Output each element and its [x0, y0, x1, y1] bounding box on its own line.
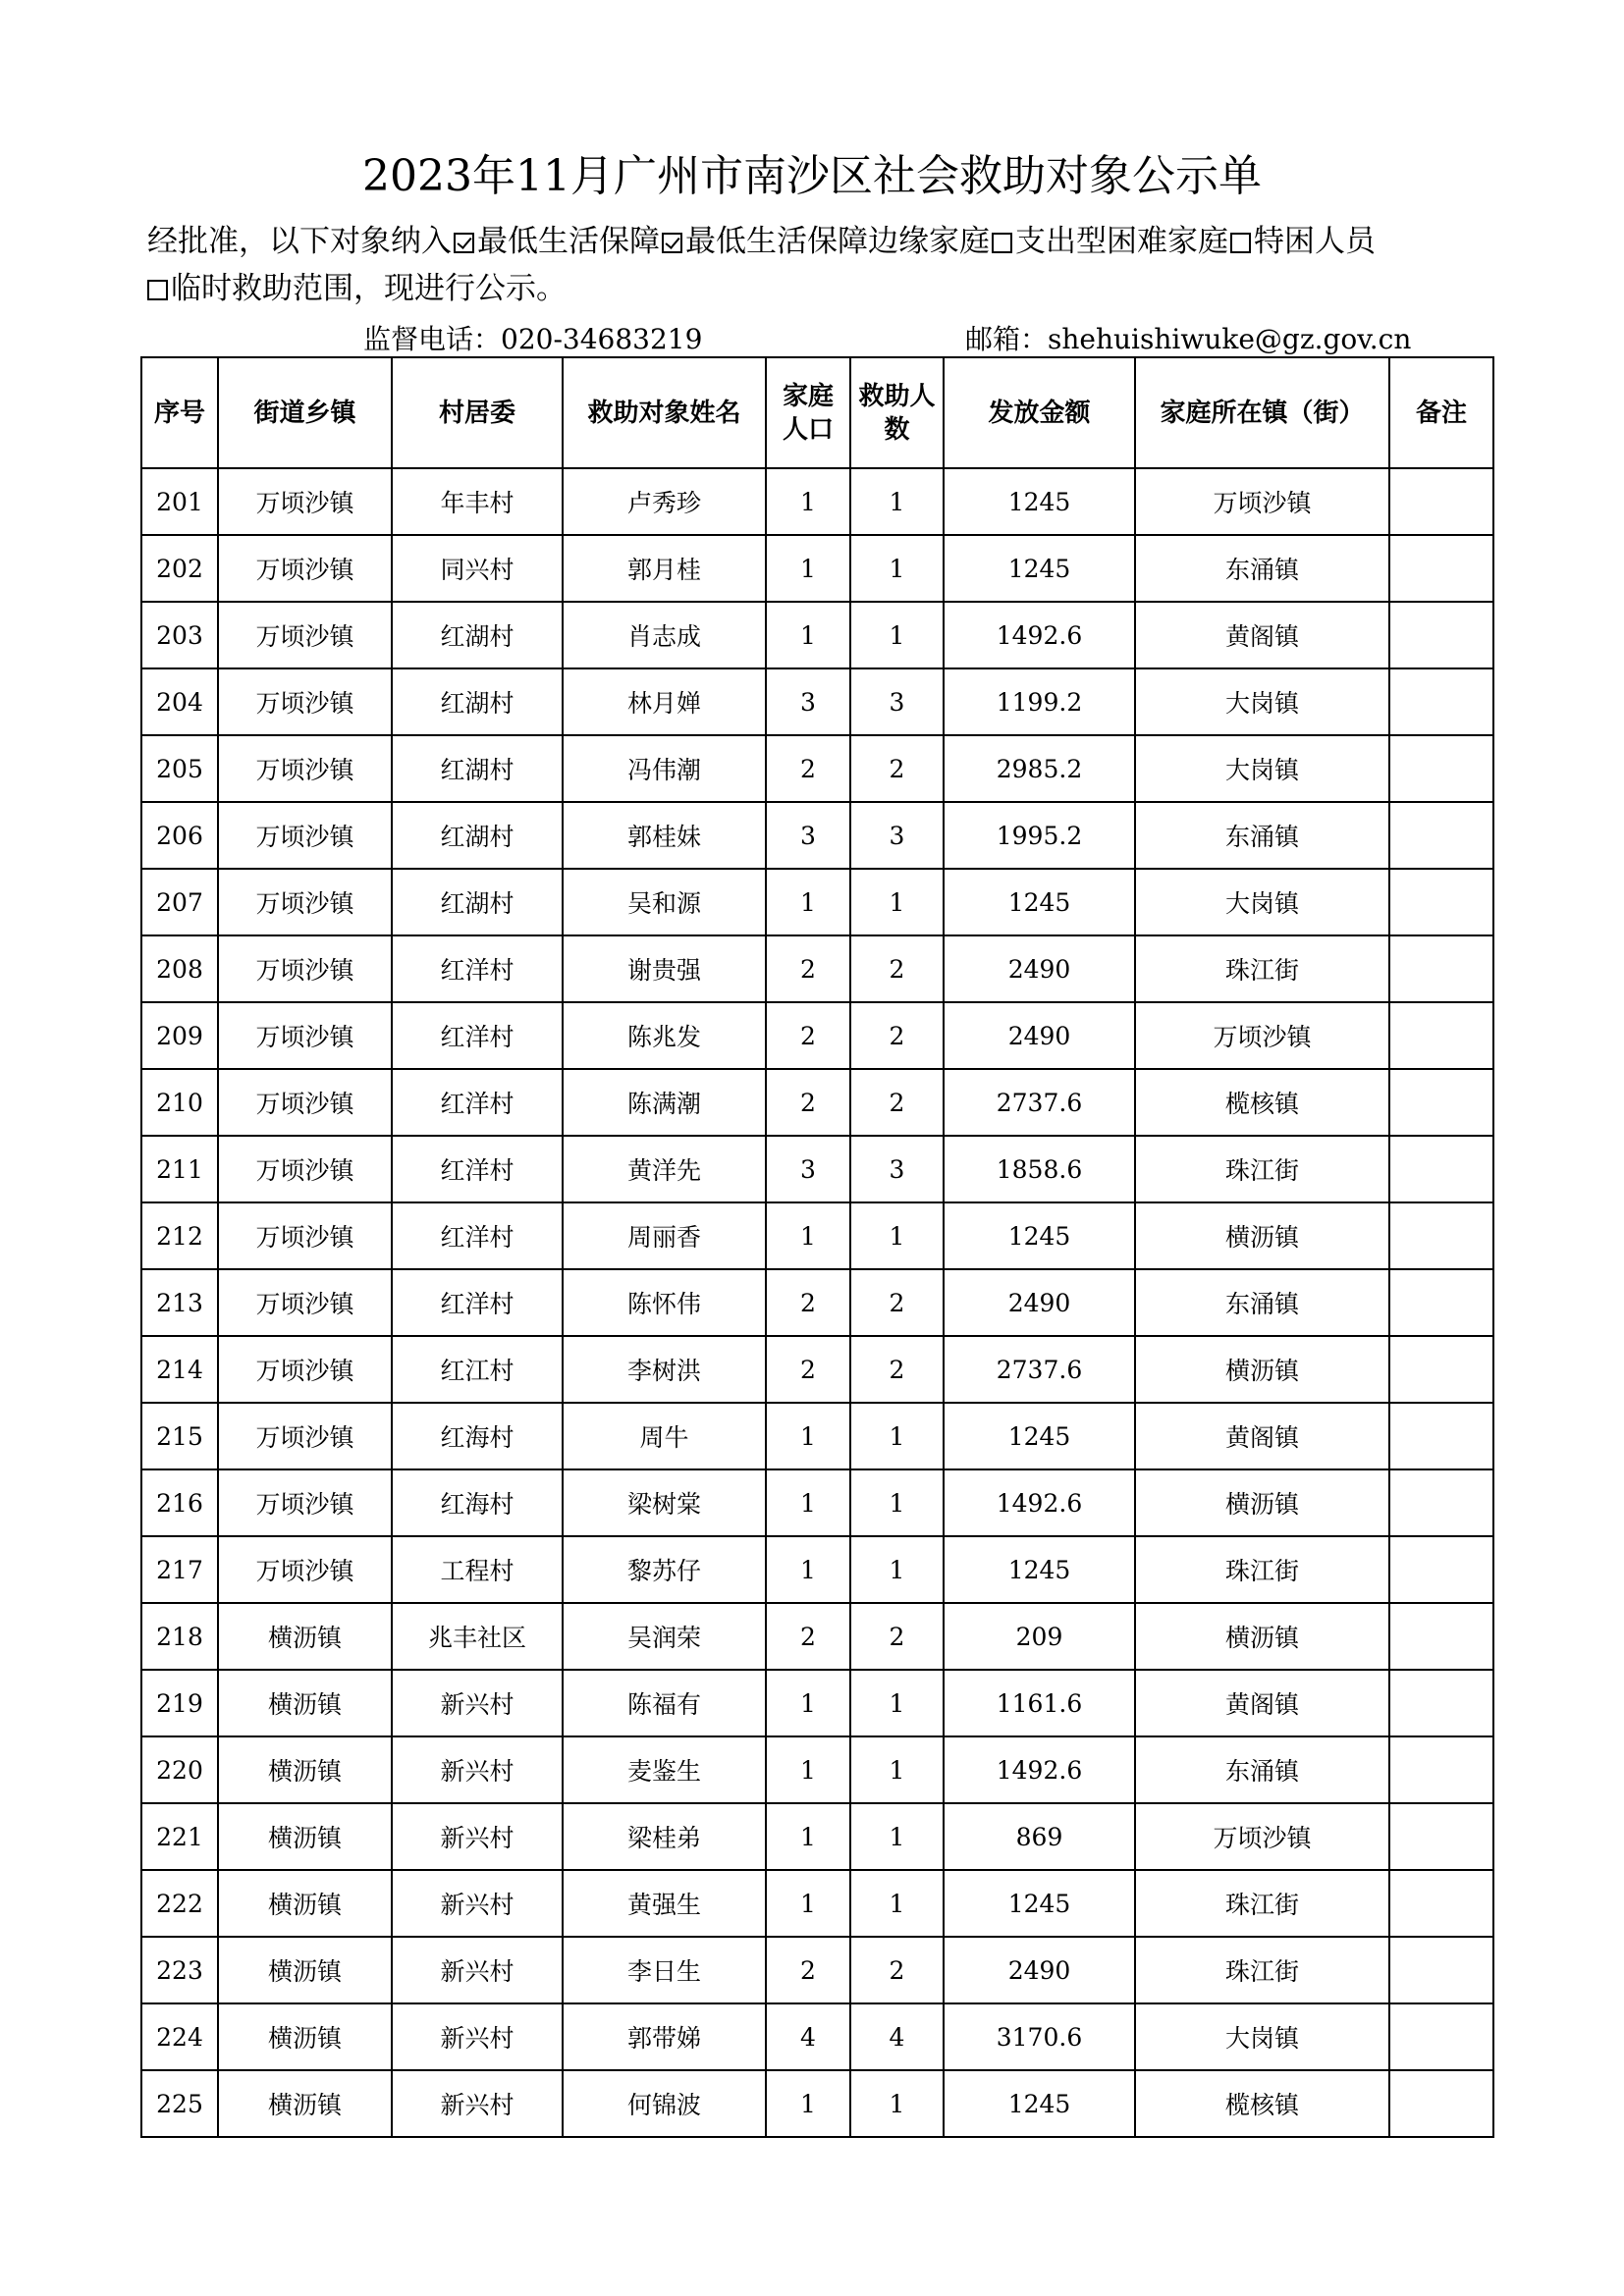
cell-village-committee: 新兴村 [392, 1937, 563, 2003]
cell-recipient-name: 郭桂妹 [563, 802, 766, 869]
cell-amount-issued: 1245 [944, 1202, 1135, 1269]
cell-remarks [1389, 2003, 1493, 2070]
cell-household-size: 1 [766, 602, 850, 668]
cell-remarks [1389, 668, 1493, 735]
cell-recipient-name: 陈满潮 [563, 1069, 766, 1136]
table-row [141, 1269, 1493, 1336]
table-row [141, 468, 1493, 535]
cell-village-committee: 红洋村 [392, 1269, 563, 1336]
cell-remarks [1389, 1469, 1493, 1536]
header-amount-issued: 发放金额 [944, 357, 1135, 468]
cell-amount-issued: 1995.2 [944, 802, 1135, 869]
cell-amount-issued: 1858.6 [944, 1136, 1135, 1202]
cell-subdistrict-town: 万顷沙镇 [218, 1002, 392, 1069]
header-family-town: 家庭所在镇（街） [1135, 357, 1389, 468]
cell-serial-no: 204 [141, 668, 218, 735]
table-row [141, 1469, 1493, 1536]
cell-serial-no: 219 [141, 1670, 218, 1736]
cell-household-size: 1 [766, 1469, 850, 1536]
table-row [141, 1403, 1493, 1469]
cell-household-size: 2 [766, 1937, 850, 2003]
option-expense-type-hardship-family [990, 224, 1228, 259]
cell-recipient-name: 陈福有 [563, 1670, 766, 1736]
cell-serial-no: 208 [141, 935, 218, 1002]
cell-recipient-name: 卢秀珍 [563, 468, 766, 535]
cell-village-committee: 红湖村 [392, 668, 563, 735]
cell-village-committee: 红海村 [392, 1469, 563, 1536]
header-remarks: 备注 [1389, 357, 1493, 468]
cell-assisted-count: 2 [850, 935, 944, 1002]
cell-amount-issued: 1492.6 [944, 602, 1135, 668]
table-row [141, 1670, 1493, 1736]
cell-subdistrict-town: 横沥镇 [218, 1670, 392, 1736]
cell-serial-no: 220 [141, 1736, 218, 1803]
intro-prefix: 经批准，以下对象纳入 [147, 224, 452, 259]
cell-subdistrict-town: 万顷沙镇 [218, 1536, 392, 1603]
table-row [141, 668, 1493, 735]
table-row [141, 1736, 1493, 1803]
cell-recipient-name: 陈怀伟 [563, 1269, 766, 1336]
cell-recipient-name: 郭月桂 [563, 535, 766, 602]
cell-household-size: 1 [766, 1736, 850, 1803]
cell-assisted-count: 2 [850, 735, 944, 802]
cell-village-committee: 工程村 [392, 1536, 563, 1603]
cell-family-town: 东涌镇 [1135, 1269, 1389, 1336]
cell-serial-no: 221 [141, 1803, 218, 1870]
cell-subdistrict-town: 万顷沙镇 [218, 668, 392, 735]
cell-remarks [1389, 935, 1493, 1002]
cell-recipient-name: 李树洪 [563, 1336, 766, 1403]
cell-serial-no: 212 [141, 1202, 218, 1269]
cell-village-committee: 红洋村 [392, 1136, 563, 1202]
cell-serial-no: 201 [141, 468, 218, 535]
cell-serial-no: 223 [141, 1937, 218, 2003]
cell-subdistrict-town: 横沥镇 [218, 1937, 392, 2003]
checkbox-icon [147, 280, 168, 300]
cell-amount-issued: 1245 [944, 1536, 1135, 1603]
cell-assisted-count: 2 [850, 1603, 944, 1670]
cell-remarks [1389, 802, 1493, 869]
cell-subdistrict-town: 万顷沙镇 [218, 1202, 392, 1269]
cell-serial-no: 207 [141, 869, 218, 935]
cell-family-town: 珠江街 [1135, 1536, 1389, 1603]
cell-assisted-count: 1 [850, 1803, 944, 1870]
checkbox-icon [662, 233, 682, 253]
option-label: 特困人员 [1254, 224, 1376, 259]
cell-village-committee: 新兴村 [392, 1803, 563, 1870]
cell-family-town: 横沥镇 [1135, 1603, 1389, 1670]
cell-family-town: 东涌镇 [1135, 802, 1389, 869]
cell-family-town: 万顷沙镇 [1135, 468, 1389, 535]
table-row [141, 1069, 1493, 1136]
cell-village-committee: 新兴村 [392, 1870, 563, 1937]
cell-remarks [1389, 1403, 1493, 1469]
cell-village-committee: 红洋村 [392, 1002, 563, 1069]
option-label: 最低生活保障边缘家庭 [685, 224, 990, 259]
cell-subdistrict-town: 万顷沙镇 [218, 1336, 392, 1403]
cell-remarks [1389, 1002, 1493, 1069]
cell-village-committee: 红湖村 [392, 735, 563, 802]
cell-household-size: 3 [766, 1136, 850, 1202]
cell-family-town: 黄阁镇 [1135, 1670, 1389, 1736]
table-row [141, 2070, 1493, 2137]
cell-assisted-count: 3 [850, 1136, 944, 1202]
cell-remarks [1389, 1603, 1493, 1670]
cell-amount-issued: 3170.6 [944, 2003, 1135, 2070]
cell-family-town: 珠江街 [1135, 935, 1389, 1002]
cell-assisted-count: 2 [850, 1002, 944, 1069]
option-label: 临时救助范围，现进行公示。 [171, 271, 567, 306]
cell-remarks [1389, 1670, 1493, 1736]
cell-household-size: 1 [766, 1803, 850, 1870]
cell-remarks [1389, 1202, 1493, 1269]
cell-serial-no: 213 [141, 1269, 218, 1336]
cell-household-size: 1 [766, 1670, 850, 1736]
cell-recipient-name: 周丽香 [563, 1202, 766, 1269]
table-row [141, 735, 1493, 802]
header-household-size: 家庭人口 [766, 357, 850, 468]
cell-household-size: 1 [766, 1536, 850, 1603]
cell-family-town: 珠江街 [1135, 1136, 1389, 1202]
contact-email: 邮箱：shehuishiwuke@gz.gov.cn [965, 323, 1412, 355]
supervision-phone: 监督电话：020-34683219 [363, 323, 703, 355]
cell-household-size: 1 [766, 1403, 850, 1469]
cell-family-town: 东涌镇 [1135, 1736, 1389, 1803]
cell-serial-no: 216 [141, 1469, 218, 1536]
checkbox-icon [454, 233, 474, 253]
cell-remarks [1389, 1870, 1493, 1937]
table-row [141, 1536, 1493, 1603]
cell-family-town: 榄核镇 [1135, 1069, 1389, 1136]
cell-remarks [1389, 468, 1493, 535]
cell-assisted-count: 1 [850, 1870, 944, 1937]
option-low-income-guarantee [452, 224, 660, 259]
cell-household-size: 1 [766, 2070, 850, 2137]
cell-amount-issued: 1245 [944, 1403, 1135, 1469]
cell-serial-no: 206 [141, 802, 218, 869]
cell-village-committee: 新兴村 [392, 2003, 563, 2070]
table-row [141, 1803, 1493, 1870]
cell-serial-no: 217 [141, 1536, 218, 1603]
cell-amount-issued: 1492.6 [944, 1469, 1135, 1536]
header-serial-no: 序号 [141, 357, 218, 468]
cell-assisted-count: 1 [850, 869, 944, 935]
cell-family-town: 黄阁镇 [1135, 602, 1389, 668]
cell-family-town: 万顷沙镇 [1135, 1002, 1389, 1069]
cell-assisted-count: 2 [850, 1069, 944, 1136]
cell-household-size: 2 [766, 735, 850, 802]
cell-family-town: 横沥镇 [1135, 1202, 1389, 1269]
cell-recipient-name: 梁树棠 [563, 1469, 766, 1536]
table-row [141, 1937, 1493, 2003]
cell-subdistrict-town: 万顷沙镇 [218, 468, 392, 535]
cell-recipient-name: 周牛 [563, 1403, 766, 1469]
table-row [141, 1870, 1493, 1937]
cell-assisted-count: 2 [850, 1336, 944, 1403]
cell-amount-issued: 209 [944, 1603, 1135, 1670]
cell-remarks [1389, 1803, 1493, 1870]
cell-remarks [1389, 1336, 1493, 1403]
cell-assisted-count: 1 [850, 1670, 944, 1736]
table-row [141, 869, 1493, 935]
cell-amount-issued: 1199.2 [944, 668, 1135, 735]
cell-recipient-name: 郭带娣 [563, 2003, 766, 2070]
cell-family-town: 大岗镇 [1135, 2003, 1389, 2070]
cell-household-size: 2 [766, 1269, 850, 1336]
cell-household-size: 2 [766, 1002, 850, 1069]
cell-assisted-count: 3 [850, 802, 944, 869]
cell-assisted-count: 1 [850, 1469, 944, 1536]
cell-recipient-name: 冯伟潮 [563, 735, 766, 802]
cell-household-size: 4 [766, 2003, 850, 2070]
cell-household-size: 1 [766, 1202, 850, 1269]
option-label: 最低生活保障 [477, 224, 660, 259]
option-label: 支出型困难家庭 [1015, 224, 1228, 259]
cell-subdistrict-town: 万顷沙镇 [218, 869, 392, 935]
table-row [141, 1136, 1493, 1202]
cell-amount-issued: 869 [944, 1803, 1135, 1870]
cell-household-size: 3 [766, 668, 850, 735]
cell-serial-no: 211 [141, 1136, 218, 1202]
cell-assisted-count: 1 [850, 535, 944, 602]
cell-subdistrict-town: 万顷沙镇 [218, 1269, 392, 1336]
header-assisted-count: 救助人数 [850, 357, 944, 468]
cell-amount-issued: 2490 [944, 1002, 1135, 1069]
cell-subdistrict-town: 横沥镇 [218, 1870, 392, 1937]
cell-recipient-name: 梁桂弟 [563, 1803, 766, 1870]
cell-village-committee: 红洋村 [392, 1202, 563, 1269]
table-body [141, 468, 1493, 2137]
cell-serial-no: 222 [141, 1870, 218, 1937]
cell-remarks [1389, 869, 1493, 935]
cell-recipient-name: 肖志成 [563, 602, 766, 668]
table-row [141, 1002, 1493, 1069]
cell-village-committee: 红湖村 [392, 802, 563, 869]
cell-amount-issued: 1161.6 [944, 1670, 1135, 1736]
table-row [141, 1336, 1493, 1403]
cell-assisted-count: 1 [850, 2070, 944, 2137]
cell-assisted-count: 1 [850, 468, 944, 535]
cell-village-committee: 红湖村 [392, 602, 563, 668]
cell-assisted-count: 3 [850, 668, 944, 735]
cell-village-committee: 新兴村 [392, 1736, 563, 1803]
cell-village-committee: 红洋村 [392, 1069, 563, 1136]
cell-serial-no: 202 [141, 535, 218, 602]
cell-recipient-name: 何锦波 [563, 2070, 766, 2137]
table-row [141, 935, 1493, 1002]
cell-village-committee: 兆丰社区 [392, 1603, 563, 1670]
cell-amount-issued: 1245 [944, 468, 1135, 535]
cell-amount-issued: 2737.6 [944, 1069, 1135, 1136]
cell-remarks [1389, 1536, 1493, 1603]
cell-assisted-count: 1 [850, 1202, 944, 1269]
cell-subdistrict-town: 横沥镇 [218, 1736, 392, 1803]
cell-recipient-name: 陈兆发 [563, 1002, 766, 1069]
cell-recipient-name: 黄强生 [563, 1870, 766, 1937]
cell-subdistrict-town: 万顷沙镇 [218, 935, 392, 1002]
cell-recipient-name: 黄洋先 [563, 1136, 766, 1202]
intro-paragraph [147, 218, 1522, 312]
cell-subdistrict-town: 横沥镇 [218, 1803, 392, 1870]
cell-family-town: 大岗镇 [1135, 668, 1389, 735]
cell-remarks [1389, 2070, 1493, 2137]
page-title: 2023年11月广州市南沙区社会救助对象公示单 [362, 151, 1262, 201]
cell-amount-issued: 2737.6 [944, 1336, 1135, 1403]
cell-recipient-name: 谢贵强 [563, 935, 766, 1002]
table-header-row [141, 357, 1493, 468]
cell-amount-issued: 2490 [944, 1937, 1135, 2003]
cell-village-committee: 红洋村 [392, 935, 563, 1002]
cell-serial-no: 205 [141, 735, 218, 802]
cell-family-town: 万顷沙镇 [1135, 1803, 1389, 1870]
cell-village-committee: 新兴村 [392, 1670, 563, 1736]
cell-family-town: 东涌镇 [1135, 535, 1389, 602]
cell-family-town: 大岗镇 [1135, 735, 1389, 802]
cell-remarks [1389, 535, 1493, 602]
cell-amount-issued: 1245 [944, 535, 1135, 602]
cell-family-town: 黄阁镇 [1135, 1403, 1389, 1469]
cell-subdistrict-town: 万顷沙镇 [218, 1069, 392, 1136]
option-temporary-assistance [147, 271, 567, 306]
cell-subdistrict-town: 万顷沙镇 [218, 1469, 392, 1536]
cell-village-committee: 红海村 [392, 1403, 563, 1469]
cell-amount-issued: 2490 [944, 1269, 1135, 1336]
cell-village-committee: 红江村 [392, 1336, 563, 1403]
option-low-income-marginal-family [660, 224, 990, 259]
table-row [141, 1202, 1493, 1269]
cell-household-size: 1 [766, 468, 850, 535]
cell-family-town: 榄核镇 [1135, 2070, 1389, 2137]
cell-remarks [1389, 1937, 1493, 2003]
cell-assisted-count: 1 [850, 1736, 944, 1803]
cell-assisted-count: 4 [850, 2003, 944, 2070]
cell-recipient-name: 黎苏仔 [563, 1536, 766, 1603]
cell-family-town: 横沥镇 [1135, 1336, 1389, 1403]
cell-household-size: 2 [766, 1069, 850, 1136]
cell-amount-issued: 2985.2 [944, 735, 1135, 802]
cell-household-size: 1 [766, 1870, 850, 1937]
header-village-committee: 村居委 [392, 357, 563, 468]
cell-remarks [1389, 735, 1493, 802]
cell-assisted-count: 1 [850, 1536, 944, 1603]
cell-amount-issued: 2490 [944, 935, 1135, 1002]
cell-assisted-count: 2 [850, 1269, 944, 1336]
cell-subdistrict-town: 横沥镇 [218, 2070, 392, 2137]
cell-household-size: 2 [766, 1336, 850, 1403]
cell-serial-no: 210 [141, 1069, 218, 1136]
cell-recipient-name: 吴和源 [563, 869, 766, 935]
cell-family-town: 珠江街 [1135, 1870, 1389, 1937]
cell-remarks [1389, 602, 1493, 668]
cell-household-size: 1 [766, 535, 850, 602]
cell-serial-no: 214 [141, 1336, 218, 1403]
cell-remarks [1389, 1136, 1493, 1202]
cell-recipient-name: 麦鉴生 [563, 1736, 766, 1803]
cell-subdistrict-town: 万顷沙镇 [218, 602, 392, 668]
cell-subdistrict-town: 万顷沙镇 [218, 1403, 392, 1469]
cell-village-committee: 年丰村 [392, 468, 563, 535]
cell-serial-no: 209 [141, 1002, 218, 1069]
cell-serial-no: 224 [141, 2003, 218, 2070]
cell-village-committee: 红湖村 [392, 869, 563, 935]
cell-remarks [1389, 1069, 1493, 1136]
cell-subdistrict-town: 横沥镇 [218, 2003, 392, 2070]
cell-family-town: 珠江街 [1135, 1937, 1389, 2003]
cell-serial-no: 215 [141, 1403, 218, 1469]
table-row [141, 1603, 1493, 1670]
option-extremely-poor-persons [1228, 224, 1376, 259]
table-row [141, 535, 1493, 602]
cell-subdistrict-town: 万顷沙镇 [218, 735, 392, 802]
cell-subdistrict-town: 万顷沙镇 [218, 535, 392, 602]
assistance-recipients-table [140, 356, 1494, 2138]
cell-amount-issued: 1245 [944, 1870, 1135, 1937]
cell-village-committee: 同兴村 [392, 535, 563, 602]
cell-recipient-name: 林月婵 [563, 668, 766, 735]
table-row [141, 802, 1493, 869]
header-subdistrict-town: 街道乡镇 [218, 357, 392, 468]
cell-assisted-count: 1 [850, 602, 944, 668]
cell-village-committee: 新兴村 [392, 2070, 563, 2137]
cell-recipient-name: 吴润荣 [563, 1603, 766, 1670]
cell-subdistrict-town: 万顷沙镇 [218, 1136, 392, 1202]
checkbox-icon [1230, 233, 1251, 253]
cell-amount-issued: 1492.6 [944, 1736, 1135, 1803]
cell-serial-no: 225 [141, 2070, 218, 2137]
cell-serial-no: 218 [141, 1603, 218, 1670]
header-recipient-name: 救助对象姓名 [563, 357, 766, 468]
cell-household-size: 2 [766, 935, 850, 1002]
table-row [141, 602, 1493, 668]
cell-household-size: 2 [766, 1603, 850, 1670]
checkbox-icon [992, 233, 1012, 253]
cell-assisted-count: 1 [850, 1403, 944, 1469]
cell-family-town: 横沥镇 [1135, 1469, 1389, 1536]
cell-amount-issued: 1245 [944, 869, 1135, 935]
cell-recipient-name: 李日生 [563, 1937, 766, 2003]
cell-remarks [1389, 1269, 1493, 1336]
cell-assisted-count: 2 [850, 1937, 944, 2003]
cell-remarks [1389, 1736, 1493, 1803]
cell-subdistrict-town: 万顷沙镇 [218, 802, 392, 869]
cell-amount-issued: 1245 [944, 2070, 1135, 2137]
cell-subdistrict-town: 横沥镇 [218, 1603, 392, 1670]
cell-household-size: 3 [766, 802, 850, 869]
cell-family-town: 大岗镇 [1135, 869, 1389, 935]
cell-household-size: 1 [766, 869, 850, 935]
cell-serial-no: 203 [141, 602, 218, 668]
table-row [141, 2003, 1493, 2070]
